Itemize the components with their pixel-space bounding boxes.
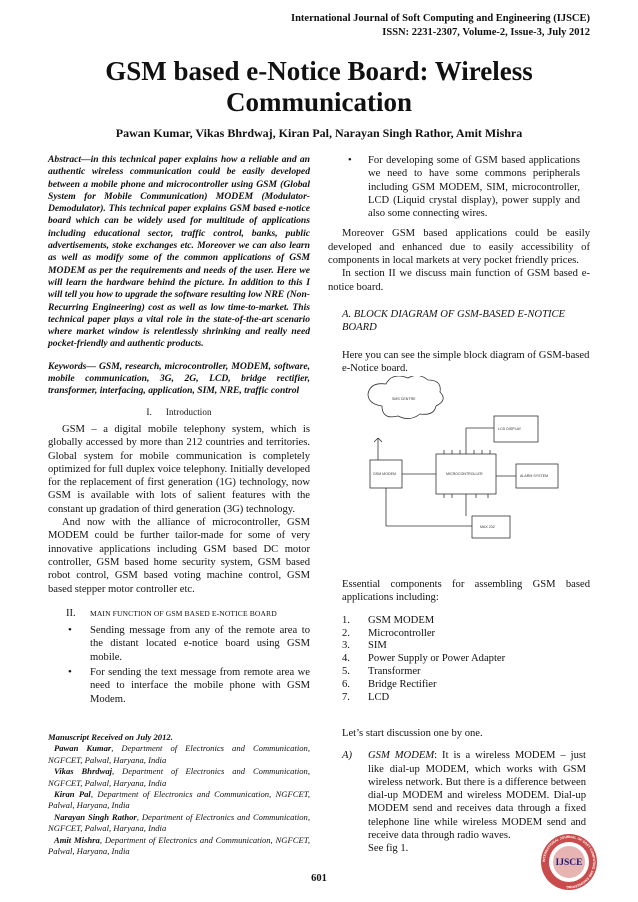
peripherals-bullet: • For developing some of GSM based applications we need to have some commons peripherals including GSM MODEM, SIM, microcontroller, LCD (Liquid crystal display), power supply and also some connecting wires. [348,155,580,220]
left-column [48,154,310,708]
abstract: Abstract—in this technical paper explains how a reliable and an authentic wireless communication could be easily developed between a mobile phone and microcontroller using GSM (Global System for Mobile Communication) MODEM (Modulator-Demodulator). This technical paper explains GSM based e-notice board which can be widely used for multitude of applications including educational sector, traffic control, banks, public advertisements, stoke exchanges etc. Moreover we can also learn as well as modify some of the common applications of GSM MODEM as per the requirements and needs of the user. Here we will learn the hardware behind the picture. In addition to this I will tell you how to upgrade the software resulting low NRE (Non-Recurring Engineering) cost as well as low time-to-market. This technical paper plays a vital role in the state-of-the-art scenario where market window is relentlessly shrinking and really need pocket-friendly and authentic products. [48,154,310,350]
section-2-heading [48,607,310,620]
gsm-modem-label: A) [342,750,352,762]
gsm-modem-heading: GSM MODEM [368,750,435,762]
section-1-heading [48,406,310,420]
component-item: 1. GSM MODEM [342,614,435,626]
journal-header [291,12,590,40]
manuscript-footnote [48,732,310,857]
right-paragraph-2: In section II we discuss main function of GSM based e-notice board. [328,268,590,293]
function-item: • Sending message from any of the remote area to the distant located e-notice board using GSM mobile. [68,624,310,663]
label-sms-centre: SMS CENTRE [392,397,416,401]
component-item: 4. Power Supply or Power Adapter [342,653,506,665]
title-line-2: Communication [225,87,412,117]
components-list [328,615,590,705]
affiliation: Pawan Kumar, Department of Electronics and Communication, NGFCET, Palwal, Haryana, India [48,743,310,765]
ijsce-logo [536,832,602,892]
right-column [328,154,590,375]
component-item: 7. LCD [342,692,390,704]
affiliation: Amit Mishra, Department of Electronics and Communication, NGFCET, Palwal, Haryana, India [48,834,311,857]
title-line-1: GSM based e-Notice Board: Wireless [105,56,533,86]
page-number: 601 [311,873,327,884]
gsm-modem-text: : It is a wireless MODEM – just like dial-up MODEM, which works with GSM wireless network. But there is a difference between dial-up MODEM and wireless MODEM. Dial-up MODEM send and receives data through a fixed telephone line while wireless MODEM send and receive data through radio waves. [368,750,586,842]
component-item: 6. Bridge Rectifier [342,679,437,691]
bullet-icon: • [348,155,352,166]
keywords: Keywords— GSM, research, microcontroller, MODEM, software, mobile communication, 3G, 2G, LCD, bridge rectifier, transformer, interfacing, application, SIM, NRE, traffic control [48,360,310,397]
intro-paragraph-2: And now with the alliance of microcontroller, GSM MODEM could be further tailor-made for some of very innovative applications including GSM based DC motor controller, GSM based home security system, GSM based robot control, GSM based voting machine control, GSM based stepper motor controller etc. [48,517,310,595]
components-intro: Essential components for assembling GSM based applications including: [342,579,590,604]
discussion-intro: Let’s start discussion one by one. [342,727,483,739]
journal-issn: ISSN: 2231-2307, Volume-2, Issue-3, July 2012 [382,27,590,38]
label-max232: MAX 232 [480,525,495,529]
component-item: 3. SIM [342,640,387,652]
bullet-icon: • [68,665,72,678]
label-gsm: GSM MODEM [373,472,396,476]
section-2-title: MAIN FUNCTION OF GSM BASED E-NOTICE BOARD [90,608,277,618]
svg-text:INTERNATIONAL JOURNAL OF SOFT: INTERNATIONAL JOURNAL OF SOFT COMPUTING AND ENGINEERING [541,834,597,890]
affiliation: Narayan Singh Rathor, Department of Electronics and Communication, NGFCET, Palwal, Haryana, India [48,811,310,834]
label-mcu: MICROCONTROLLER [446,472,483,476]
label-lcd: LCD DISPLAY [498,427,522,431]
section-1-number: I. [146,407,152,418]
block-diagram [348,376,570,552]
section-1-title: Introduction [165,406,212,417]
journal-name: International Journal of Soft Computing and Engineering (IJSCE) [291,13,590,24]
label-alarm: ALARM SYSTEM [520,474,549,478]
affiliation: Vikas Bhrdwaj, Department of Electronics and Communication, NGFCET, Palwal, Haryana, India [48,766,310,788]
function-item: • For sending the text message from remote area we need to interface the mobile phone with GSM Modem. [68,665,310,705]
manuscript-received: Manuscript Received on July 2012. [48,732,173,742]
logo-text: IJSCE [555,858,583,868]
see-figure: See fig 1. [368,843,409,855]
function-list [48,624,310,706]
author-list: Pawan Kumar, Vikas Bhrdwaj, Kiran Pal, Narayan Singh Rathor, Amit Mishra [115,126,523,140]
diagram-intro: Here you can see the simple block diagram of GSM-based e-Notice board. [342,349,590,374]
right-column-lower [328,578,590,856]
right-paragraph-1: Moreover GSM based applications could be easily developed and enhanced due to easily accessibility of components in local markets at very pocket friendly prices. [328,228,590,267]
affiliation: Kiran Pal, Department of Electronics and Communication, NGFCET, Palwal, Haryana, India [48,789,311,811]
section-2-number: II. [66,607,76,619]
paper-title [0,56,638,118]
component-item: 5. Transformer [342,666,421,678]
intro-paragraph-1: GSM – a digital mobile telephony system, which is globally accessed by more than 212 countries and territories. Global system for mobile communication is completely optimized for full duplex voice telephony. Initially developed for the replacement of first generation (1G) technology, now GSM is available with lots of salient features with the constant up gradation of third generation (3G) technology. [48,423,310,515]
bullet-icon: • [68,624,72,637]
subsection-a-heading: A. BLOCK DIAGRAM OF GSM-BASED E-NOTICE BOARD [342,308,566,334]
component-item: 2. Microcontroller [342,627,436,639]
